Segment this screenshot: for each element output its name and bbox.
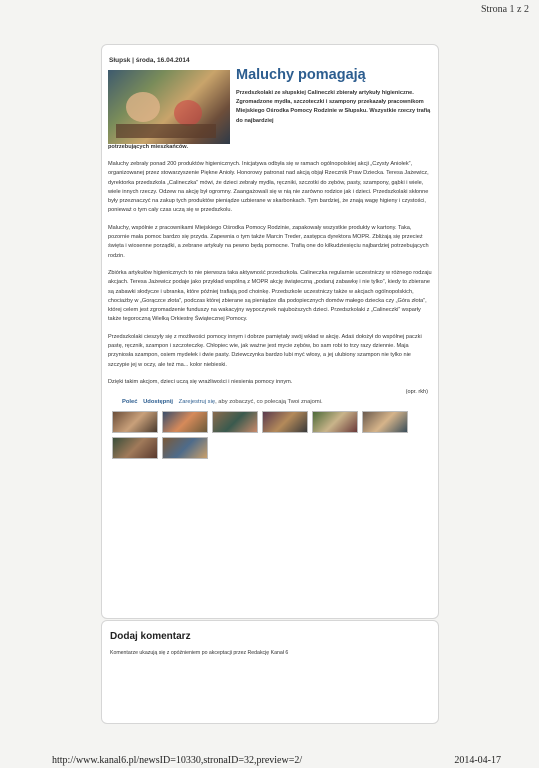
- article-body: [108, 160, 432, 387]
- article-paragraph: Przedszkolaki cieszyły się z możliwości pomocy innym i dobrze pamiętały swój wkład w akcję. Adaś dołożył do wspólnej paczki pastę, ręcznik, szampon i szczoteczkę. Chłopiec wie, jak ważne jest mycie zębów, bo sam robi to trzy razy dziennie. Maja przyniosła szampon, osiem mydełek i dwie pasty. Dziewczynka bardzo lubi myć włosy, a jej ulubiony szampon nie tylko nie szczypie jej w oczy, ale też ma... kolor niebieski.: [108, 333, 422, 368]
- gallery-thumbnail[interactable]: [212, 411, 258, 433]
- article-paragraph: Maluchy, wspólnie z pracownikami Miejskiego Ośrodka Pomocy Rodzinie, zapakowały wszystkie produkty w kartony. Taka, pozornie mała pomoc bardzo się przyda. Zapewnia o tym także Marcin Treder, zastępca dyrektora MOPR. Zbliżają się przecież święta i wiosenne porządki, a zebrane artykuły na pewno będą pomocne. Trafią one do kilkudziesięciu najbardziej potrzebujących rodzin.: [108, 224, 429, 259]
- article-paragraph: Dzięki takim akcjom, dzieci uczą się wrażliwości i niesienia pomocy innym.: [108, 378, 293, 385]
- article-paragraph: Maluchy zebrały ponad 200 produktów higienicznych. Inicjatywa odbyła się w ramach ogólnopolskiej akcji „Czysty Aniołek”, organizowanej przez stowarzyszenie Piękne Anioły. Honorowy patronat nad akcją objął Rzecznik Praw Dziecka. Teresa Jażewicz, dyrektorka przedszkola „Calineczka” mówi, że dzieci zebrały mydła, ręczniki, szczotki do zębów, pasty, szampony, gąbki i wiele, wiele innych rzeczy. Odzew na akcję był ogromny. Zaangażowali się w nią nie zarówno rodzice jak i dzieci. Przedszkolaki skłonne były przeznaczyć na zakup tych produktów pieniądze uzbierane w skarbonkach. Tym bardziej, że znają wagę higieny i czystości, ponieważ o tym cały czas uczą się w przedszkolu.: [108, 161, 429, 214]
- share-link[interactable]: Udostępnij: [143, 399, 174, 406]
- gallery-thumbnail[interactable]: [262, 411, 308, 433]
- article-card: [101, 44, 439, 619]
- print-footer-url: http://www.kanal6.pl/newsID=10330,stronaID=32,preview=2/: [52, 755, 303, 766]
- share-hint-text: , aby zobaczyć, co polecają Twoi znajomi.: [215, 399, 323, 406]
- print-page-indicator: Strona 1 z 2: [480, 4, 529, 15]
- gallery-thumbnail[interactable]: [312, 411, 358, 433]
- share-row: [122, 399, 432, 405]
- article-lead: Przedszkolaki ze słupskiej Calineczki zbierały artykuły higieniczne. Zgromadzone mydła, szczoteczki i szampony przekazały pracownikom Miejskiego Ośrodka Pomocy Rodzinie w Słupsku. Wszystkie rzeczy trafią do najbardziej: [236, 90, 431, 124]
- article-lead-tail: potrzebujących mieszkańców.: [108, 144, 188, 150]
- comments-section: [101, 620, 439, 724]
- gallery-thumbnail[interactable]: [162, 437, 208, 459]
- comments-title: Dodaj komentarz: [110, 631, 191, 642]
- gallery: [112, 411, 439, 459]
- article-title: Maluchy pomagają: [236, 67, 366, 83]
- register-link[interactable]: Zarejestruj się: [178, 399, 216, 406]
- gallery-thumbnail[interactable]: [112, 411, 158, 433]
- article-dateline: Słupsk | środa, 16.04.2014: [109, 57, 190, 64]
- article-signature: (opr. rkh): [405, 389, 428, 396]
- lead-photo[interactable]: [108, 70, 230, 144]
- print-footer-date: 2014-04-17: [454, 755, 501, 766]
- comments-note: Komentarze ukazują się z opóźnieniem po akceptacji przez Redakcję Kanał 6: [110, 650, 289, 656]
- gallery-thumbnail[interactable]: [112, 437, 158, 459]
- recommend-link[interactable]: Poleć: [122, 399, 138, 406]
- gallery-thumbnail[interactable]: [362, 411, 408, 433]
- article-paragraph: Zbiórka artykułów higienicznych to nie pierwsza taka aktywność przedszkola. Calineczka regularnie uczestniczy w różnego rodzaju akcjach. Teresa Jażewicz podaje jako przykład wspólną z MOPR akcję świąteczną „podaruj zabawkę i nie tylko”, kiedy to zbierane są zabawki słodycze i ubranka, które później trafiają pod choinkę. Przedszkole uczestniczy także w akcjach ogólnopolskich, chociażby w „Gorączce złota”, podczas której zbierane są pieniądze dla podopiecznych domów małego dziecka czy „Góra złota”, której celem jest zgromadzenie funduszy na wakacyjny wypoczynek najuboższych dzieci. Przedszkolaki z „Calineczki” wsparły także tegoroczną Wielką Orkiestrę Świątecznej Pomocy.: [108, 269, 432, 323]
- gallery-thumbnail[interactable]: [162, 411, 208, 433]
